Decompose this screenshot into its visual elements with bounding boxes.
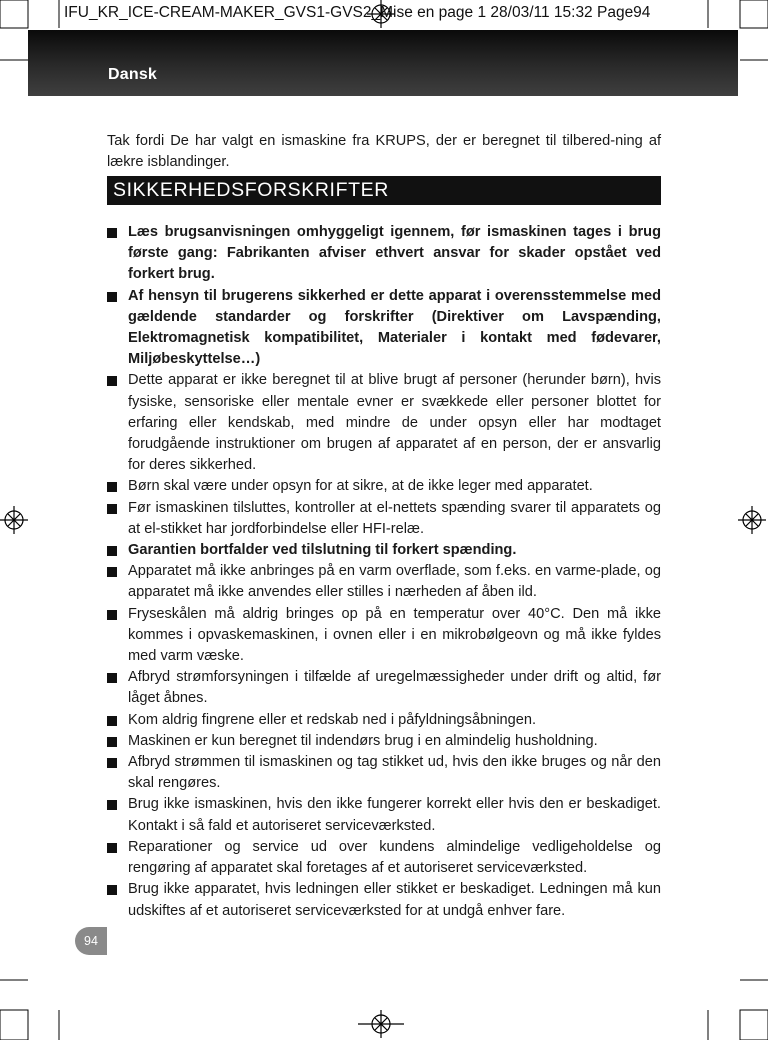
square-bullet-icon [107,376,117,386]
list-item [107,731,661,752]
list-item-text: Garantien bortfalder ved tilslutning til forkert spænding. [128,542,517,559]
list-item-text: Brug ikke ismaskinen, hvis den ikke fungerer korrekt eller hvis den er beskadiget. Kontakt i så fald et autoriseret serviceværksted. [128,796,661,834]
header [28,30,738,96]
list-item-text: Afbryd strømmen til ismaskinen og tag stikket ud, hvis den ikke bruges og når den skal rengøres. [128,754,661,792]
list-item [107,710,661,731]
list-item-text: Brug ikke apparatet, hvis ledningen eller stikket er beskadiget. Ledningen må kun udskiftes af et autoriseret serviceværksted for at undgå enhver fare. [128,881,661,919]
list-item [107,752,661,794]
language-label: Dansk [108,66,158,83]
page-number: 94 [75,927,107,955]
registration-mark-left [0,506,28,534]
square-bullet-icon [107,885,117,895]
square-bullet-icon [107,292,117,302]
list-item-text: Afbryd strømforsyningen i tilfælde af uregelmæssigheder under drift og altid, før låget åbnes. [128,669,661,707]
list-item-text: Af hensyn til brugerens sikkerhed er dette apparat i overensstemmelse med gældende standarder og forskrifter (Direktiver om Lavspænding, Elektromagnetisk kompatibilitet, Materialer i kontakt med fødevarer, Miljøbeskyttelse…) [128,287,661,368]
square-bullet-icon [107,482,117,492]
crop-mark [0,1010,28,1040]
list-item [107,604,661,668]
square-bullet-icon [107,228,117,238]
list-item-text: Kom aldrig fingrene eller et redskab ned i påfyldningsåbningen. [128,711,537,728]
registration-mark-right [738,506,766,534]
section-header [107,176,661,205]
square-bullet-icon [107,610,117,620]
list-item-text: Læs brugsanvisningen omhyggeligt igennem, før ismaskinen tages i brug første gang: Fabrikanten afviser ethvert ansvar for skader opstået ved forkert brug. [128,224,661,283]
list-item [107,837,661,879]
list-item [107,794,661,836]
print-slug-line: IFU_KR_ICE-CREAM-MAKER_GVS1-GVS2_Mise en page 1 28/03/11 15:32 Page94 [64,4,651,21]
square-bullet-icon [107,737,117,747]
list-item-text: Før ismaskinen tilsluttes, kontroller at el-nettets spænding svarer til apparatets og at el-stikket har jordforbindelse eller HFI-relæ. [128,499,661,537]
list-item [107,286,661,371]
list-item-text: Maskinen er kun beregnet til indendørs brug i en almindelig husholdning. [128,732,598,749]
list-item [107,879,661,921]
list-item-text: Apparatet må ikke anbringes på en varm overflade, som f.eks. en varme-plade, og apparatet må ikke anvendes eller stilles i nærheden af åben ild. [128,563,661,601]
safety-list [107,222,661,922]
square-bullet-icon [107,758,117,768]
list-item [107,498,661,540]
square-bullet-icon [107,504,117,514]
square-bullet-icon [107,673,117,683]
crop-mark [740,0,768,28]
list-item-text: Reparationer og service ud over kundens almindelige vedligeholdelse og rengøring af apparatet skal foretages af et autoriseret serviceværksted. [128,838,661,877]
crop-mark [740,1010,768,1040]
list-item [107,222,661,286]
registration-mark-bottom [358,1010,404,1038]
square-bullet-icon [107,843,117,853]
square-bullet-icon [107,546,117,556]
crop-mark [0,0,28,28]
list-item-text: Fryseskålen må aldrig bringes op på en temperatur over 40°C. Den må ikke kommes i opvaskemaskinen, i ovnen eller i en mikrobølgeovn og må ikke fyldes med varm væske. [128,605,661,665]
intro-paragraph: Tak fordi De har valgt en ismaskine fra KRUPS, der er beregnet til tilbered-ning af lækre isblandinger. [107,132,661,170]
list-item [107,476,661,497]
square-bullet-icon [107,716,117,726]
section-title: SIKKERHEDSFORSKRIFTER [113,179,389,201]
square-bullet-icon [107,567,117,577]
list-item [107,540,661,561]
list-item [107,667,661,709]
list-item [107,561,661,603]
square-bullet-icon [107,800,117,810]
list-item-text: Børn skal være under opsyn for at sikre, at de ikke leger med apparatet. [128,478,593,495]
list-item-text: Dette apparat er ikke beregnet til at blive brugt af personer (herunder børn), hvis fysiske, sensoriske eller mentale evner er svækkede eller personer blottet for erfaring eller kendskab, med mindre de under opsyn eller har modtaget forudgående instruktioner om brugen af apparatet af en person, der er ansvarlig for deres sikkerhed. [128,372,661,474]
list-item [107,370,661,476]
